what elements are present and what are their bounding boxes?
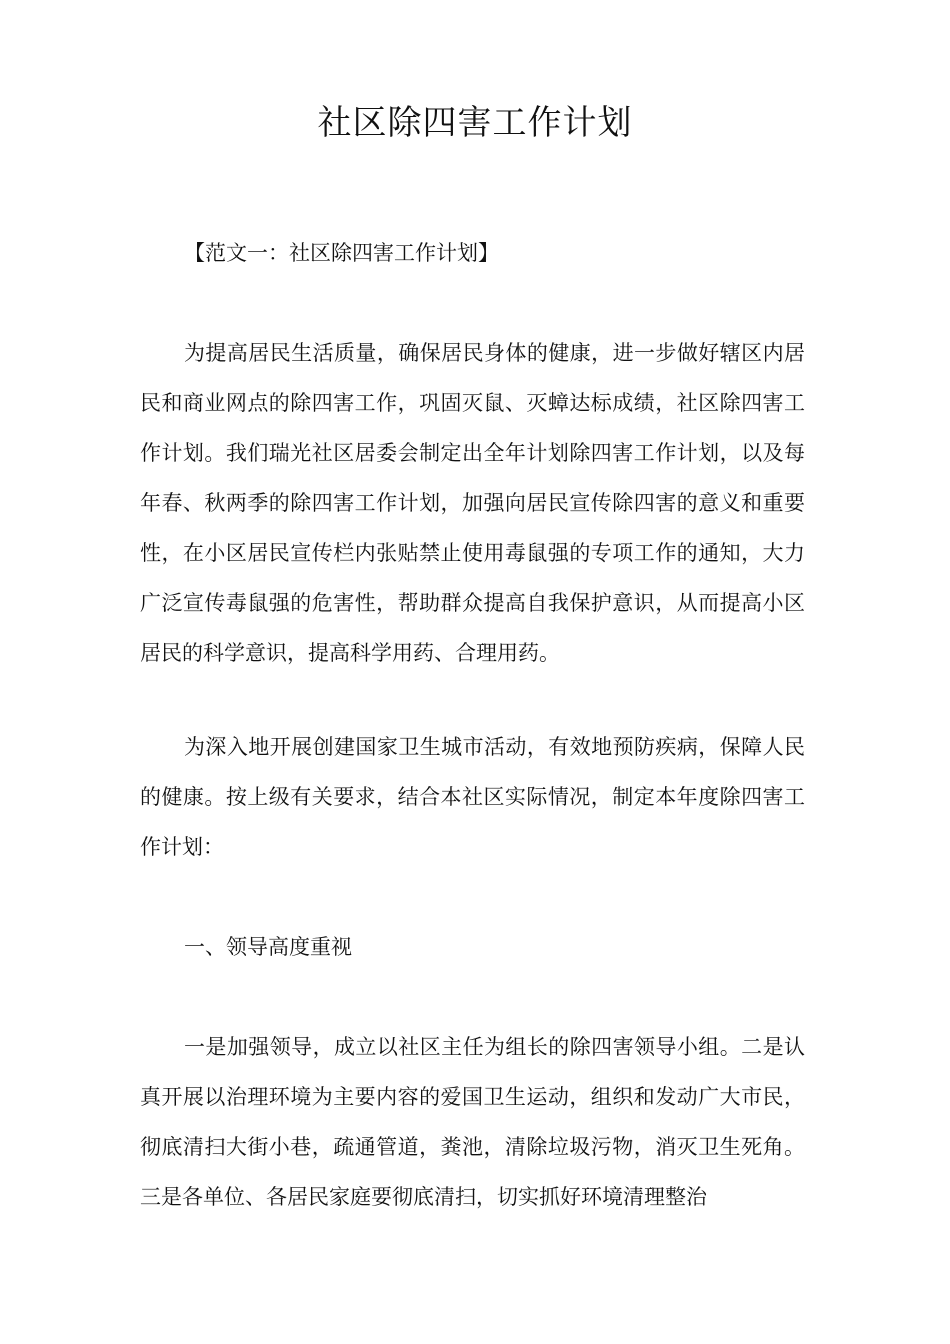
document-subtitle: 【范文一：社区除四害工作计划】 [184,241,499,265]
paragraph-3: 一是加强领导，成立以社区主任为组长的除四害领导小组。二是认真开展以治理环境为主要内容的爱国卫生运动，组织和发动广大市民，彻底清扫大街小巷，疏通管道，粪池，清除垃圾污物，消灭卫生死角。三是各单位、各居民家庭要彻底清扫，切实抓好环境清理整治 [140,1035,805,1209]
paragraph-1: 为提高居民生活质量，确保居民身体的健康，进一步做好辖区内居民和商业网点的除四害工作，巩固灭鼠、灭蟑达标成绩，社区除四害工作计划。我们瑞光社区居委会制定出全年计划除四害工作计划，以及每年春、秋两季的除四害工作计划，加强向居民宣传除四害的意义和重要性，在小区居民宣传栏内张贴禁止使用毒鼠强的专项工作的通知，大力广泛宣传毒鼠强的危害性，帮助群众提高自我保护意识，从而提高小区居民的科学意识，提高科学用药、合理用药。 [140,341,805,665]
document-title: 社区除四害工作计划 [317,103,633,143]
section-1-heading: 一、领导高度重视 [184,935,352,959]
paragraph-2: 为深入地开展创建国家卫生城市活动，有效地预防疾病，保障人民的健康。按上级有关要求，结合本社区实际情况，制定本年度除四害工作计划： [140,735,805,859]
